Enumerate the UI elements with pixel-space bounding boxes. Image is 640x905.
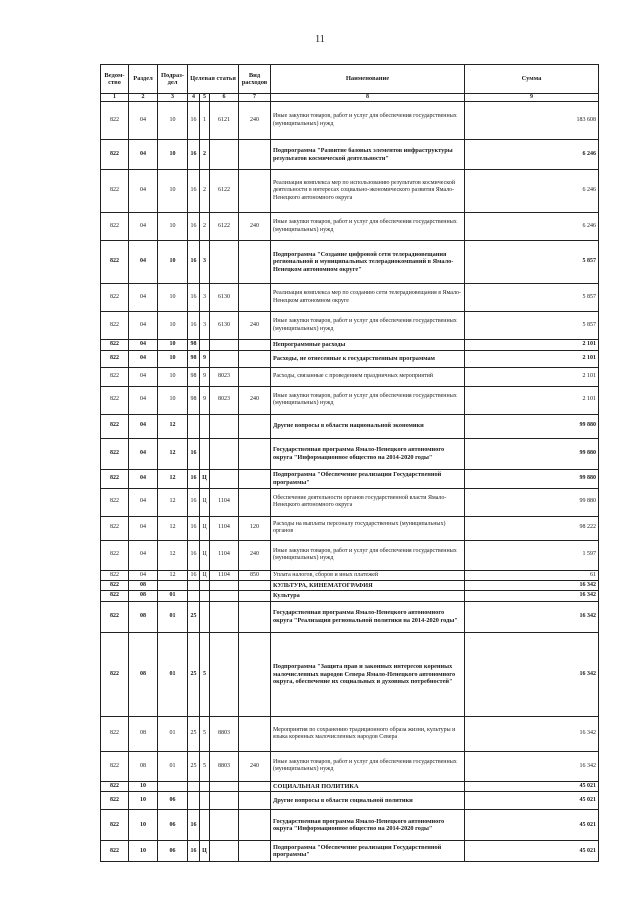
cell-razdel: 04 <box>129 140 158 170</box>
table-row <box>101 810 599 841</box>
cell-program-code: 98 <box>188 386 200 414</box>
table-row <box>101 792 599 810</box>
cell-subprogram-code <box>200 781 210 792</box>
cell-podrazdel <box>158 580 188 591</box>
cell-naimenovanie: Государственная программа Ямало-Ненецкого автономного округа "Информационное общество на 2014-2020 годы" <box>271 810 465 841</box>
cell-razdel: 10 <box>129 841 158 862</box>
cell-direction-code <box>210 810 239 841</box>
cell-naimenovanie: Иные закупки товаров, работ и услуг для обеспечения государственных (муниципальных) нужд <box>271 751 465 781</box>
table-row <box>101 601 599 632</box>
cell-summa: 2 101 <box>465 340 599 351</box>
cell-razdel: 04 <box>129 367 158 386</box>
cell-program-code <box>188 781 200 792</box>
cell-subprogram-code: 9 <box>200 386 210 414</box>
header-razdel: Раздел <box>129 65 158 94</box>
cell-naimenovanie: Обеспечение деятельности органов государственной власти Ямало-Ненецкого автономного округа <box>271 488 465 516</box>
cell-program-code: 16 <box>188 213 200 241</box>
cell-vid-rashodov <box>239 170 271 213</box>
cell-direction-code: 8803 <box>210 716 239 751</box>
cell-vedomstvo: 822 <box>101 841 129 862</box>
cell-podrazdel: 10 <box>158 386 188 414</box>
table-row <box>101 469 599 488</box>
table-row <box>101 716 599 751</box>
cell-program-code: 16 <box>188 438 200 469</box>
cell-direction-code <box>210 350 239 367</box>
cell-direction-code: 1104 <box>210 570 239 580</box>
cell-subprogram-code: 5 <box>200 716 210 751</box>
cell-subprogram-code: 9 <box>200 367 210 386</box>
table-row <box>101 241 599 284</box>
cell-direction-code: 6122 <box>210 213 239 241</box>
cell-summa: 5 857 <box>465 312 599 340</box>
cell-program-code: 16 <box>188 102 200 140</box>
header-number: 4 <box>188 94 200 102</box>
table-row <box>101 841 599 862</box>
cell-program-code: 16 <box>188 312 200 340</box>
cell-podrazdel: 12 <box>158 540 188 570</box>
cell-naimenovanie: Другие вопросы в области национальной экономики <box>271 414 465 438</box>
cell-podrazdel: 01 <box>158 751 188 781</box>
cell-vedomstvo: 822 <box>101 350 129 367</box>
cell-podrazdel: 06 <box>158 841 188 862</box>
cell-naimenovanie: Другие вопросы в области социальной политики <box>271 792 465 810</box>
cell-vid-rashodov: 850 <box>239 570 271 580</box>
cell-vedomstvo: 822 <box>101 591 129 602</box>
cell-podrazdel: 06 <box>158 792 188 810</box>
table-row <box>101 540 599 570</box>
cell-vedomstvo: 822 <box>101 601 129 632</box>
cell-razdel: 04 <box>129 102 158 140</box>
cell-direction-code <box>210 140 239 170</box>
cell-subprogram-code: 3 <box>200 284 210 312</box>
cell-vedomstvo: 822 <box>101 716 129 751</box>
cell-naimenovanie: Подпрограмма "Защита прав и законных интересов коренных малочисленных народов Севера Ямало-Ненецкого автономного округа, обеспечение их социальных и духовных потребностей" <box>271 632 465 716</box>
cell-vedomstvo: 822 <box>101 781 129 792</box>
cell-subprogram-code: Ц <box>200 540 210 570</box>
cell-summa: 45 021 <box>465 781 599 792</box>
header-summa: Сумма <box>465 65 599 94</box>
cell-vid-rashodov <box>239 601 271 632</box>
header-naimenovanie: Наименование <box>271 65 465 94</box>
cell-program-code: 98 <box>188 340 200 351</box>
cell-subprogram-code: Ц <box>200 488 210 516</box>
cell-razdel: 04 <box>129 540 158 570</box>
cell-podrazdel: 10 <box>158 284 188 312</box>
cell-vid-rashodov <box>239 469 271 488</box>
cell-vid-rashodov <box>239 340 271 351</box>
cell-vedomstvo: 822 <box>101 140 129 170</box>
cell-subprogram-code <box>200 591 210 602</box>
cell-direction-code <box>210 580 239 591</box>
cell-direction-code: 1104 <box>210 516 239 540</box>
cell-podrazdel: 12 <box>158 414 188 438</box>
cell-summa: 45 021 <box>465 792 599 810</box>
cell-naimenovanie: Уплата налогов, сборов и иных платежей <box>271 570 465 580</box>
cell-razdel: 04 <box>129 340 158 351</box>
cell-vid-rashodov <box>239 438 271 469</box>
table-row <box>101 570 599 580</box>
cell-podrazdel: 12 <box>158 469 188 488</box>
header-number: 9 <box>465 94 599 102</box>
cell-summa: 5 857 <box>465 284 599 312</box>
cell-summa: 6 246 <box>465 140 599 170</box>
cell-subprogram-code: Ц <box>200 841 210 862</box>
header-ved: Ведом-ство <box>101 65 129 94</box>
cell-program-code <box>188 414 200 438</box>
table-row <box>101 140 599 170</box>
cell-naimenovanie: Иные закупки товаров, работ и услуг для обеспечения государственных (муниципальных) нужд <box>271 540 465 570</box>
header-number: 6 <box>210 94 239 102</box>
table-row <box>101 284 599 312</box>
table-row <box>101 414 599 438</box>
cell-direction-code: 8023 <box>210 367 239 386</box>
cell-vid-rashodov <box>239 591 271 602</box>
cell-summa: 183 608 <box>465 102 599 140</box>
cell-program-code: 16 <box>188 540 200 570</box>
table-row <box>101 170 599 213</box>
cell-podrazdel: 10 <box>158 170 188 213</box>
table-row <box>101 350 599 367</box>
cell-vedomstvo: 822 <box>101 241 129 284</box>
cell-direction-code: 8803 <box>210 751 239 781</box>
header-number: 2 <box>129 94 158 102</box>
cell-vedomstvo: 822 <box>101 386 129 414</box>
cell-subprogram-code: 1 <box>200 102 210 140</box>
cell-direction-code: 8023 <box>210 386 239 414</box>
cell-naimenovanie: Подпрограмма "Развитие базовых элементов инфраструктуры результатов космической деятельности" <box>271 140 465 170</box>
cell-subprogram-code <box>200 438 210 469</box>
cell-podrazdel: 10 <box>158 350 188 367</box>
cell-direction-code <box>210 601 239 632</box>
cell-naimenovanie: Подпрограмма "Создание цифровой сети телерадиовещания региональной и муниципальных телерадиокомпаний в Ямало-Ненецком автономном округе" <box>271 241 465 284</box>
cell-razdel: 04 <box>129 469 158 488</box>
cell-vid-rashodov <box>239 810 271 841</box>
cell-program-code: 16 <box>188 170 200 213</box>
table-row <box>101 488 599 516</box>
header-number: 7 <box>239 94 271 102</box>
cell-summa: 2 101 <box>465 367 599 386</box>
cell-vedomstvo: 822 <box>101 469 129 488</box>
table-row <box>101 438 599 469</box>
cell-naimenovanie: Иные закупки товаров, работ и услуг для обеспечения государственных (муниципальных) нужд <box>271 386 465 414</box>
cell-program-code: 25 <box>188 601 200 632</box>
cell-razdel: 08 <box>129 751 158 781</box>
cell-podrazdel: 12 <box>158 570 188 580</box>
cell-vid-rashodov <box>239 140 271 170</box>
cell-razdel: 08 <box>129 632 158 716</box>
table-row <box>101 340 599 351</box>
cell-program-code <box>188 591 200 602</box>
cell-vid-rashodov: 240 <box>239 102 271 140</box>
cell-summa: 99 880 <box>465 469 599 488</box>
header-podrazdel: Подраз-дел <box>158 65 188 94</box>
cell-direction-code <box>210 841 239 862</box>
cell-podrazdel: 01 <box>158 601 188 632</box>
cell-subprogram-code: Ц <box>200 469 210 488</box>
cell-subprogram-code: 9 <box>200 350 210 367</box>
cell-podrazdel: 10 <box>158 367 188 386</box>
cell-summa: 2 101 <box>465 386 599 414</box>
cell-direction-code: 6121 <box>210 102 239 140</box>
cell-direction-code <box>210 469 239 488</box>
cell-naimenovanie: Подпрограмма "Обеспечение реализации Государственной программы" <box>271 841 465 862</box>
cell-program-code: 16 <box>188 469 200 488</box>
cell-vedomstvo: 822 <box>101 540 129 570</box>
cell-direction-code: 6130 <box>210 284 239 312</box>
cell-naimenovanie: Расходы, связанные с проведением праздничных мероприятий <box>271 367 465 386</box>
cell-vedomstvo: 822 <box>101 516 129 540</box>
cell-vid-rashodov <box>239 632 271 716</box>
cell-subprogram-code <box>200 414 210 438</box>
cell-naimenovanie: Непрограммные расходы <box>271 340 465 351</box>
cell-vid-rashodov: 120 <box>239 516 271 540</box>
cell-podrazdel: 10 <box>158 312 188 340</box>
cell-subprogram-code: 2 <box>200 170 210 213</box>
cell-podrazdel: 12 <box>158 438 188 469</box>
cell-vid-rashodov: 240 <box>239 312 271 340</box>
cell-program-code <box>188 792 200 810</box>
cell-razdel: 04 <box>129 284 158 312</box>
cell-program-code: 16 <box>188 841 200 862</box>
cell-vid-rashodov: 240 <box>239 386 271 414</box>
cell-subprogram-code <box>200 792 210 810</box>
cell-direction-code <box>210 781 239 792</box>
cell-razdel: 04 <box>129 241 158 284</box>
cell-subprogram-code: 2 <box>200 140 210 170</box>
cell-podrazdel: 01 <box>158 632 188 716</box>
cell-vedomstvo: 822 <box>101 580 129 591</box>
cell-summa: 45 021 <box>465 810 599 841</box>
cell-summa: 45 021 <box>465 841 599 862</box>
cell-razdel: 10 <box>129 781 158 792</box>
cell-summa: 6 246 <box>465 170 599 213</box>
cell-naimenovanie: Мероприятия по сохранению традиционного образа жизни, культуры и языка коренных малочисленных народов Севера <box>271 716 465 751</box>
cell-naimenovanie: Культура <box>271 591 465 602</box>
cell-vedomstvo: 822 <box>101 102 129 140</box>
cell-podrazdel: 01 <box>158 716 188 751</box>
cell-program-code: 16 <box>188 284 200 312</box>
cell-razdel: 04 <box>129 516 158 540</box>
table-row <box>101 591 599 602</box>
cell-vid-rashodov <box>239 841 271 862</box>
cell-podrazdel: 10 <box>158 241 188 284</box>
cell-vid-rashodov <box>239 241 271 284</box>
cell-razdel: 04 <box>129 386 158 414</box>
cell-summa: 16 342 <box>465 601 599 632</box>
cell-summa: 6 246 <box>465 213 599 241</box>
cell-subprogram-code: 5 <box>200 632 210 716</box>
cell-vedomstvo: 822 <box>101 170 129 213</box>
cell-vedomstvo: 822 <box>101 213 129 241</box>
cell-razdel: 04 <box>129 312 158 340</box>
cell-naimenovanie: КУЛЬТУРА, КИНЕМАТОГРАФИЯ <box>271 580 465 591</box>
cell-naimenovanie: Государственная программа Ямало-Ненецкого автономного округа "Реализация региональной политики на 2014-2020 годы" <box>271 601 465 632</box>
cell-program-code: 25 <box>188 716 200 751</box>
cell-naimenovanie: Государственная программа Ямало-Ненецкого автономного округа "Информационное общество на 2014-2020 годы" <box>271 438 465 469</box>
cell-summa: 99 880 <box>465 438 599 469</box>
cell-vid-rashodov <box>239 350 271 367</box>
cell-direction-code: 6122 <box>210 170 239 213</box>
cell-vid-rashodov <box>239 580 271 591</box>
cell-podrazdel: 12 <box>158 516 188 540</box>
cell-vedomstvo: 822 <box>101 488 129 516</box>
cell-vid-rashodov <box>239 792 271 810</box>
cell-naimenovanie: Иные закупки товаров, работ и услуг для обеспечения государственных (муниципальных) нужд <box>271 312 465 340</box>
cell-vedomstvo: 822 <box>101 751 129 781</box>
cell-summa: 61 <box>465 570 599 580</box>
table-row <box>101 213 599 241</box>
cell-direction-code: 1104 <box>210 540 239 570</box>
cell-vid-rashodov <box>239 781 271 792</box>
cell-razdel: 04 <box>129 350 158 367</box>
cell-summa: 16 342 <box>465 591 599 602</box>
cell-subprogram-code: 5 <box>200 751 210 781</box>
table-row <box>101 751 599 781</box>
cell-vid-rashodov <box>239 367 271 386</box>
cell-direction-code <box>210 340 239 351</box>
cell-program-code: 16 <box>188 570 200 580</box>
cell-summa: 16 342 <box>465 751 599 781</box>
table-row <box>101 102 599 140</box>
cell-subprogram-code <box>200 810 210 841</box>
cell-direction-code <box>210 414 239 438</box>
cell-vid-rashodov <box>239 716 271 751</box>
cell-vedomstvo: 822 <box>101 312 129 340</box>
cell-subprogram-code: Ц <box>200 516 210 540</box>
cell-program-code: 25 <box>188 632 200 716</box>
cell-program-code: 16 <box>188 810 200 841</box>
cell-podrazdel: 12 <box>158 488 188 516</box>
table-row <box>101 386 599 414</box>
cell-vedomstvo: 822 <box>101 414 129 438</box>
table-row <box>101 580 599 591</box>
cell-vedomstvo: 822 <box>101 570 129 580</box>
cell-razdel: 04 <box>129 488 158 516</box>
header-number: 1 <box>101 94 129 102</box>
cell-subprogram-code <box>200 340 210 351</box>
cell-podrazdel: 10 <box>158 102 188 140</box>
cell-vedomstvo: 822 <box>101 792 129 810</box>
cell-direction-code <box>210 632 239 716</box>
cell-summa: 98 222 <box>465 516 599 540</box>
cell-direction-code <box>210 591 239 602</box>
table-row <box>101 781 599 792</box>
cell-razdel: 10 <box>129 792 158 810</box>
cell-program-code: 98 <box>188 367 200 386</box>
cell-vedomstvo: 822 <box>101 367 129 386</box>
cell-vedomstvo: 822 <box>101 438 129 469</box>
header-number: 3 <box>158 94 188 102</box>
cell-summa: 16 342 <box>465 716 599 751</box>
cell-program-code: 25 <box>188 751 200 781</box>
cell-podrazdel: 01 <box>158 591 188 602</box>
cell-podrazdel <box>158 781 188 792</box>
table-body <box>101 102 599 862</box>
cell-program-code: 16 <box>188 140 200 170</box>
cell-direction-code <box>210 438 239 469</box>
cell-vedomstvo: 822 <box>101 810 129 841</box>
cell-naimenovanie: СОЦИАЛЬНАЯ ПОЛИТИКА <box>271 781 465 792</box>
cell-program-code: 16 <box>188 488 200 516</box>
cell-program-code: 98 <box>188 350 200 367</box>
cell-razdel: 04 <box>129 570 158 580</box>
page-number: 11 <box>315 34 325 45</box>
cell-vid-rashodov <box>239 284 271 312</box>
cell-vid-rashodov: 240 <box>239 540 271 570</box>
cell-vedomstvo: 822 <box>101 340 129 351</box>
cell-podrazdel: 10 <box>158 140 188 170</box>
cell-razdel: 04 <box>129 414 158 438</box>
cell-razdel: 04 <box>129 213 158 241</box>
cell-razdel: 04 <box>129 438 158 469</box>
table-row <box>101 632 599 716</box>
cell-naimenovanie: Реализация комплекса мер по созданию сети телерадиовещания в Ямало-Ненецком автономном округе <box>271 284 465 312</box>
cell-direction-code: 1104 <box>210 488 239 516</box>
cell-program-code: 16 <box>188 241 200 284</box>
header-number: 8 <box>271 94 465 102</box>
cell-subprogram-code: 2 <box>200 213 210 241</box>
header-number: 5 <box>200 94 210 102</box>
cell-razdel: 08 <box>129 716 158 751</box>
cell-direction-code: 6130 <box>210 312 239 340</box>
cell-subprogram-code: Ц <box>200 570 210 580</box>
header-vid-rashodov: Вид расходов <box>239 65 271 94</box>
cell-naimenovanie: Иные закупки товаров, работ и услуг для обеспечения государственных (муниципальных) нужд <box>271 213 465 241</box>
cell-subprogram-code: 3 <box>200 312 210 340</box>
cell-summa: 16 342 <box>465 632 599 716</box>
table-row <box>101 516 599 540</box>
cell-naimenovanie: Расходы, не отнесенные к государственным программам <box>271 350 465 367</box>
cell-vedomstvo: 822 <box>101 632 129 716</box>
cell-razdel: 04 <box>129 170 158 213</box>
cell-program-code <box>188 580 200 591</box>
cell-direction-code <box>210 241 239 284</box>
cell-naimenovanie: Подпрограмма "Обеспечение реализации Государственной программы" <box>271 469 465 488</box>
table-row <box>101 312 599 340</box>
cell-naimenovanie: Иные закупки товаров, работ и услуг для обеспечения государственных (муниципальных) нужд <box>271 102 465 140</box>
cell-direction-code <box>210 792 239 810</box>
budget-table <box>100 64 599 862</box>
cell-vid-rashodov <box>239 414 271 438</box>
cell-razdel: 10 <box>129 810 158 841</box>
cell-razdel: 08 <box>129 601 158 632</box>
table-row <box>101 367 599 386</box>
cell-subprogram-code: 3 <box>200 241 210 284</box>
cell-summa: 2 101 <box>465 350 599 367</box>
cell-vid-rashodov <box>239 488 271 516</box>
cell-naimenovanie: Реализация комплекса мер по использованию результатов космической деятельности в интересах социально-экономического развития Ямало-Ненецкого автономного округа <box>271 170 465 213</box>
cell-summa: 5 857 <box>465 241 599 284</box>
header-celevaya-statya: Целевая статья <box>188 65 239 94</box>
cell-subprogram-code <box>200 580 210 591</box>
cell-vid-rashodov: 240 <box>239 751 271 781</box>
cell-podrazdel: 10 <box>158 340 188 351</box>
cell-summa: 1 597 <box>465 540 599 570</box>
cell-naimenovanie: Расходы на выплаты персоналу государственных (муниципальных) органов <box>271 516 465 540</box>
cell-razdel: 08 <box>129 580 158 591</box>
cell-program-code: 16 <box>188 516 200 540</box>
cell-subprogram-code <box>200 601 210 632</box>
cell-vid-rashodov: 240 <box>239 213 271 241</box>
cell-summa: 99 880 <box>465 414 599 438</box>
cell-razdel: 08 <box>129 591 158 602</box>
cell-summa: 16 342 <box>465 580 599 591</box>
cell-summa: 99 880 <box>465 488 599 516</box>
cell-vedomstvo: 822 <box>101 284 129 312</box>
cell-podrazdel: 10 <box>158 213 188 241</box>
cell-podrazdel: 06 <box>158 810 188 841</box>
